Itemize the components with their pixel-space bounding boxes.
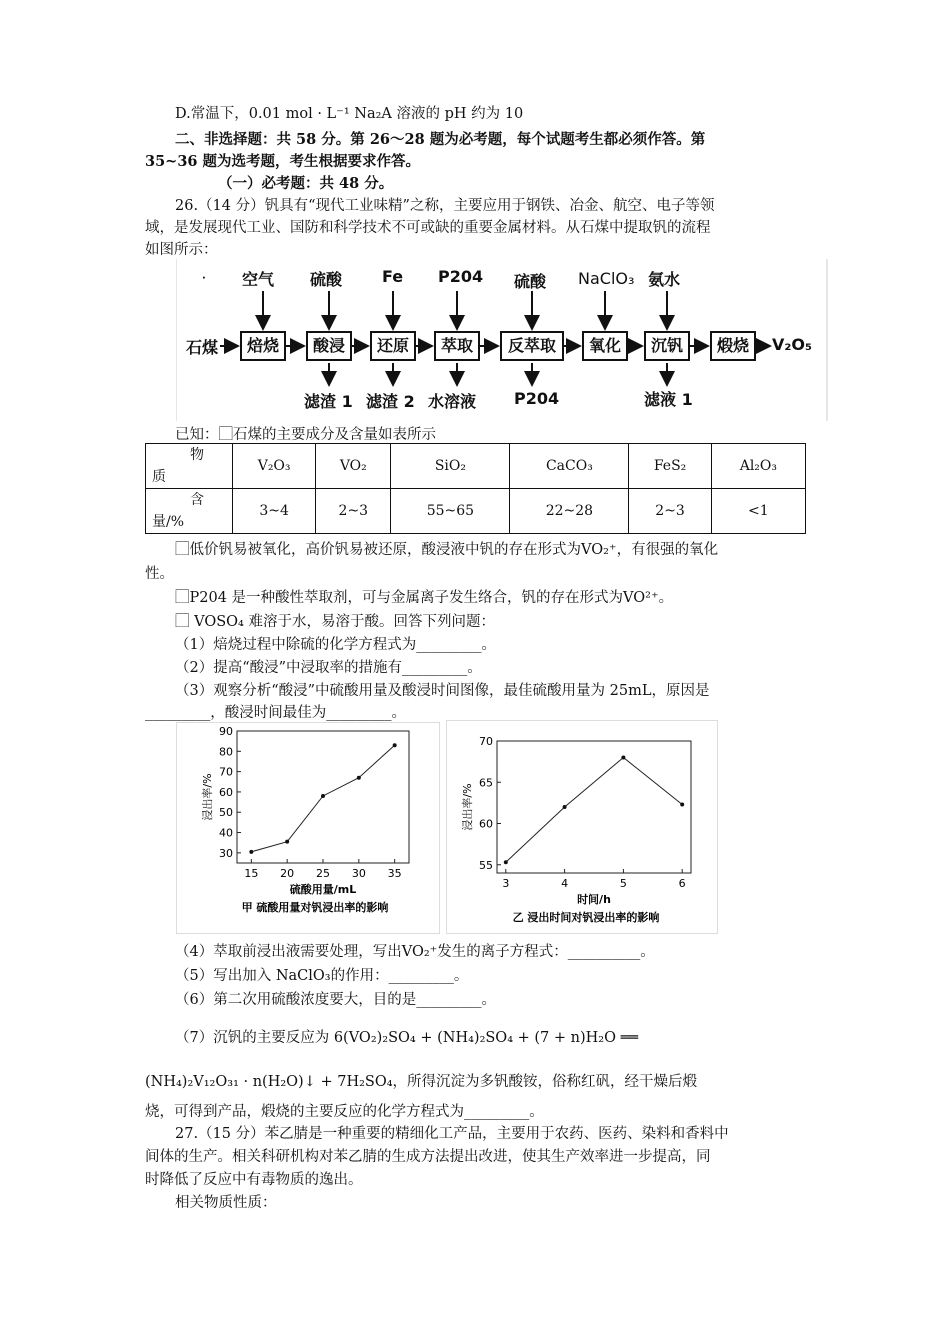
x-tick-label: 30 (351, 867, 366, 880)
flow-step-reduce: 还原 (370, 331, 416, 361)
x-tick-label: 20 (280, 867, 295, 880)
flow-output-p204: P204 (514, 389, 560, 408)
flow-input-ammonia: 氨水 (648, 270, 681, 289)
y-tick-label: 90 (219, 725, 233, 738)
flow-step-oxidize: 氧化 (582, 331, 628, 361)
table-cell: 22~28 (510, 489, 629, 534)
chart-leach-time-svg (447, 721, 717, 933)
y-tick-label: 50 (219, 806, 233, 820)
q27-intro-2: 间体的生产。相关科研机构对苯乙腈的生成方法提出改进，使其生产效率进一步提高，同 (145, 1149, 711, 1165)
data-point (249, 850, 253, 854)
y-axis-label: 浸出率/% (461, 783, 474, 831)
x-tick-label: 15 (244, 867, 259, 880)
flow-output-residue-1: 滤渣 1 (304, 392, 353, 411)
table-cell: SiO₂ (391, 444, 510, 489)
flow-step-acid-leach: 酸浸 (306, 331, 352, 361)
question-2: （2）提高“酸浸”中浸取率的措施有_________。 (175, 660, 482, 676)
section-heading: 二、非选择题：共 58 分。第 26～28 题为必考题，每个试题考生都必须作答。第 (175, 131, 706, 148)
question-7-eq: (NH₄)₂V₁₂O₃₁ · n(H₂O)↓ + 7H₂SO₄，所得沉淀为多钒酸铵，俗称红矾，经干燥后煅 (145, 1074, 698, 1090)
series-line (506, 758, 682, 863)
q27-intro-3: 时降低了反应中有毒物质的逸出。 (145, 1172, 363, 1188)
question-1: （1）焙烧过程中除硫的化学方程式为_________。 (175, 637, 496, 653)
table-cell: 2~3 (316, 489, 391, 534)
known-1: 已知：⃞石煤的主要成分及含量如表所示 (175, 427, 436, 443)
y-tick-label: 40 (219, 826, 233, 840)
table-cell: 3~4 (233, 489, 316, 534)
x-tick-label: 4 (561, 877, 569, 890)
flow-input-naclo3: NaClO₃ (578, 269, 635, 288)
known-2-cont: 性。 (145, 566, 174, 582)
data-point (504, 860, 508, 864)
y-tick-label: 55 (479, 858, 493, 872)
q27-intro-1: 27.（15 分）苯乙腈是一种重要的精细化工产品，主要用于农药、医药、染料和香料中 (175, 1126, 729, 1142)
question-3: （3）观察分析“酸浸”中硫酸用量及酸浸时间图像，最佳硫酸用量为 25mL，原因是 (175, 683, 710, 699)
chart-caption: 甲 硫酸用量对钒浸出率的影响 (241, 901, 389, 914)
x-axis-label: 硫酸用量/mL (289, 883, 357, 896)
known-3: ⃞P204 是一种酸性萃取剂，可与金属离子发生络合，钒的存在形式为VO²⁺。 (175, 590, 674, 606)
question-5: （5）写出加入 NaClO₃的作用：_________。 (175, 968, 469, 984)
x-tick-label: 3 (502, 877, 510, 890)
chart-acid-volume-svg (177, 723, 439, 933)
flow-input-air: 空气 (242, 270, 275, 289)
data-point (393, 743, 397, 747)
data-point (680, 803, 684, 807)
q27-intro-4: 相关物质性质： (175, 1195, 277, 1211)
chart-leach-time (446, 720, 718, 934)
section-heading-cont: 35~36 题为选考题，考生根据要求作答。 (145, 153, 421, 170)
table-cell: <1 (711, 489, 805, 534)
process-flow-diagram (176, 257, 828, 423)
table-row (146, 489, 806, 534)
q26-intro-1: 26.（14 分）钒具有“现代工业味精”之称，主要应用于钢铁、冶金、航空、电子等领 (175, 198, 715, 214)
y-tick-label: 65 (479, 776, 493, 790)
table-header-substance: 物 质 (146, 444, 233, 489)
question-6: （6）第二次用硫酸浓度要大，目的是_________。 (175, 992, 496, 1008)
y-axis-label: 浸出率/% (201, 773, 214, 821)
known-4: ⃞ VOSO₄ 难溶于水，易溶于酸。回答下列问题： (175, 614, 495, 630)
chart-acid-volume (176, 722, 440, 934)
y-tick-label: 60 (219, 785, 233, 799)
flow-input-fe: Fe (382, 267, 404, 286)
question-4: （4）萃取前浸出液需要处理，写出VO₂⁺发生的离子方程式：__________。 (175, 944, 655, 960)
flow-output-residue-2: 滤渣 2 (366, 392, 415, 411)
chart-caption: 乙 浸出时间对钒浸出率的影响 (512, 911, 660, 924)
table-cell: FeS₂ (629, 444, 711, 489)
subsection-heading: （一）必考题：共 48 分。 (218, 175, 394, 192)
series-line (251, 745, 394, 852)
table-cell: CaCO₃ (510, 444, 629, 489)
x-axis-label: 时间/h (577, 893, 611, 906)
x-tick-label: 6 (678, 877, 686, 890)
y-tick-label: 60 (479, 817, 493, 831)
flow-step-roast: 焙烧 (240, 331, 286, 361)
table-cell: V₂O₃ (233, 444, 316, 489)
option-d: D.常温下，0.01 mol · L⁻¹ Na₂A 溶液的 pH 约为 10 (175, 106, 524, 122)
flow-start: 石煤 (186, 338, 219, 357)
flow-output-aqueous: 水溶液 (428, 392, 477, 411)
table-cell: 55~65 (391, 489, 510, 534)
flow-input-p204: P204 (438, 267, 484, 286)
y-tick-label: 30 (219, 846, 233, 860)
flow-step-calcine: 煅烧 (710, 331, 756, 361)
composition-table (145, 443, 806, 534)
x-tick-label: 25 (316, 867, 330, 880)
flow-step-back-extract: 反萃取 (500, 331, 564, 361)
flow-step-extract: 萃取 (434, 331, 480, 361)
y-tick-label: 80 (219, 745, 233, 759)
table-cell: VO₂ (316, 444, 391, 489)
flow-step-precipitate: 沉钒 (644, 331, 690, 361)
known-2: ⃞低价钒易被氧化，高价钒易被还原，酸浸液中钒的存在形式为VO₂⁺，有很强的氧化 (175, 542, 719, 558)
x-tick-label: 5 (619, 877, 627, 890)
flow-output-filtrate-1: 滤液 1 (644, 390, 693, 409)
plot-frame (497, 741, 691, 873)
question-7-cont: 烧，可得到产品，煅烧的主要反应的化学方程式为_________。 (145, 1104, 544, 1120)
data-point (621, 756, 625, 760)
data-point (285, 840, 289, 844)
y-tick-label: 70 (219, 765, 233, 779)
table-cell: Al₂O₃ (711, 444, 805, 489)
table-row (146, 444, 806, 489)
q26-intro-2: 域，是发展现代工业、国防和科学技术不可或缺的重要金属材料。从石煤中提取钒的流程 (145, 220, 711, 236)
x-tick-label: 35 (387, 867, 402, 880)
question-7: （7）沉钒的主要反应为 6(VO₂)₂SO₄ + (NH₄)₂SO₄ + (7 + n)H₂O ══ (175, 1030, 639, 1046)
data-point (321, 794, 325, 798)
table-cell: 2~3 (629, 489, 711, 534)
y-tick-label: 70 (479, 735, 493, 748)
q26-intro-3: 如图所示： (145, 242, 218, 258)
flow-input-acid-1: 硫酸 (310, 270, 343, 289)
data-point (357, 776, 361, 780)
flow-input-acid-2: 硫酸 (514, 272, 547, 291)
table-header-content: 含 量/% (146, 489, 233, 534)
question-3-cont: _________，酸浸时间最佳为_________。 (145, 705, 406, 721)
data-point (563, 805, 567, 809)
flow-dot: · (202, 273, 206, 284)
flow-product: V₂O₅ (772, 335, 812, 354)
